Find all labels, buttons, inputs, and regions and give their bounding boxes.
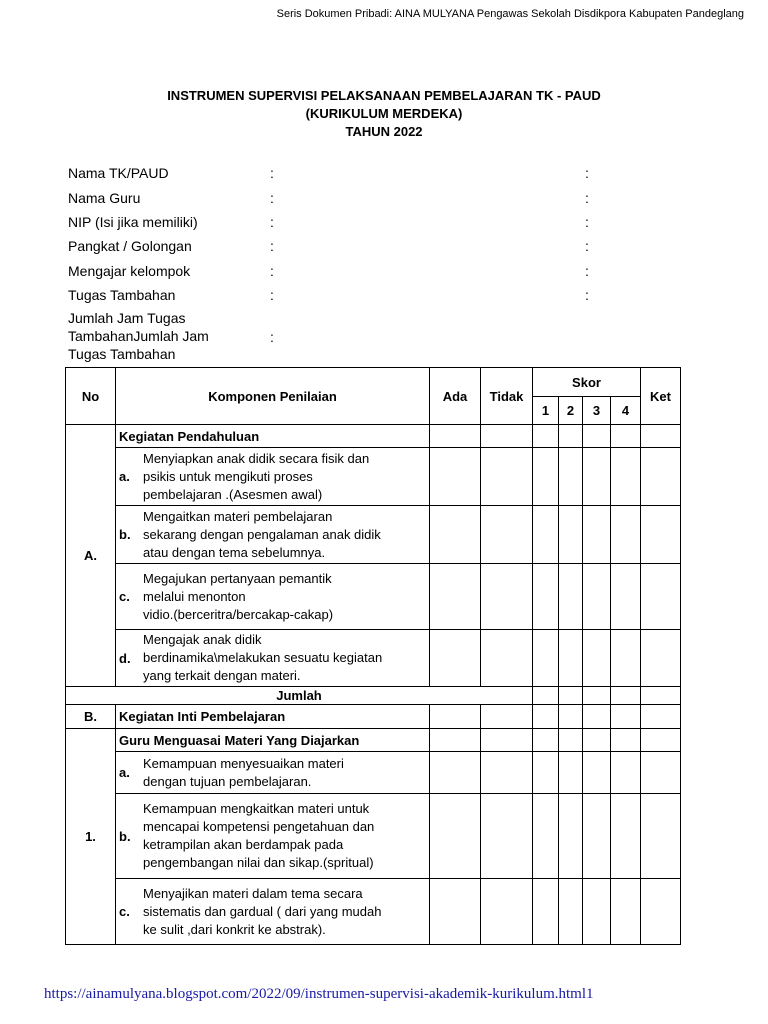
cell-skor[interactable]: [559, 752, 583, 794]
colon: :: [585, 190, 589, 206]
cell-skor[interactable]: [583, 564, 611, 630]
header-ada: Ada: [430, 368, 481, 425]
cell-skor[interactable]: [583, 425, 611, 448]
cell-skor[interactable]: [559, 564, 583, 630]
header-skor-3: 3: [583, 397, 611, 425]
cell-skor[interactable]: [611, 448, 641, 506]
cell-ket[interactable]: [641, 705, 681, 729]
colon: :: [270, 165, 274, 181]
item-line: Menyajikan materi dalam tema secara: [143, 885, 363, 901]
colon: :: [270, 329, 274, 345]
section-1-title: Guru Menguasai Materi Yang Diajarkan: [116, 729, 430, 752]
cell-tidak[interactable]: [481, 794, 533, 879]
item-letter: d.: [119, 650, 131, 666]
cell-ada[interactable]: [430, 425, 481, 448]
cell-skor[interactable]: [559, 705, 583, 729]
cell-skor[interactable]: [533, 794, 559, 879]
label-line: Tugas Tambahan: [68, 346, 176, 362]
item-line: vidio.(berceritra/bercakap-cakap): [143, 606, 334, 622]
header-note: Seris Dokumen Pribadi: AINA MULYANA Pengawas Sekolah Disdikpora Kabupaten Pandeglang: [276, 8, 744, 20]
colon: :: [270, 238, 274, 254]
cell-ket[interactable]: [641, 879, 681, 945]
cell-skor[interactable]: [559, 630, 583, 687]
cell-skor[interactable]: [611, 794, 641, 879]
cell-ada[interactable]: [430, 448, 481, 506]
cell-ada[interactable]: [430, 879, 481, 945]
item-line: Kemampuan menyesuaikan materi: [143, 755, 344, 771]
item-line: berdinamika\melakukan sesuatu kegiatan: [143, 650, 383, 665]
item-line: Megajukan pertanyaan pemantik: [143, 570, 332, 586]
cell-ada[interactable]: [430, 794, 481, 879]
label-pangkat: Pangkat / Golongan: [68, 238, 192, 254]
colon: :: [270, 287, 274, 303]
cell-ket[interactable]: [641, 794, 681, 879]
item-a-c: [116, 564, 430, 630]
item-line: dengan tujuan pembelajaran.: [143, 773, 312, 789]
label-line: TambahanJumlah Jam: [68, 328, 209, 344]
cell-skor[interactable]: [611, 687, 641, 705]
section-1-number: 1.: [66, 729, 116, 945]
footer-url-link[interactable]: https://ainamulyana.blogspot.com/2022/09/instrumen-supervisi-akademik-kurikulum.html1: [44, 986, 594, 1002]
cell-skor[interactable]: [611, 705, 641, 729]
cell-ada[interactable]: [430, 729, 481, 752]
item-letter: a.: [119, 765, 130, 780]
colon: :: [585, 238, 589, 254]
document-title: INSTRUMEN SUPERVISI PELAKSANAAN PEMBELAJARAN TK - PAUD: [167, 88, 601, 103]
cell-skor[interactable]: [611, 729, 641, 752]
header-skor: Skor: [533, 368, 641, 397]
cell-ada[interactable]: [430, 564, 481, 630]
cell-skor[interactable]: [533, 752, 559, 794]
item-line: ke sulit ,dari konkrit ke abstrak).: [143, 921, 326, 937]
cell-ada[interactable]: [430, 506, 481, 564]
item-line: Menyiapkan anak didik secara fisik dan: [143, 450, 370, 466]
cell-skor[interactable]: [559, 687, 583, 705]
cell-skor[interactable]: [583, 448, 611, 506]
item-letter: c.: [119, 589, 130, 604]
header-tidak: Tidak: [481, 368, 533, 425]
label-line: Jumlah Jam Tugas: [68, 310, 186, 326]
item-line: yang terkait dengan materi.: [143, 668, 301, 683]
section-b-number: B.: [66, 705, 116, 729]
cell-tidak[interactable]: [481, 630, 533, 687]
cell-skor[interactable]: [533, 564, 559, 630]
item-letter: b.: [119, 527, 131, 542]
colon: :: [270, 190, 274, 206]
cell-ada[interactable]: [430, 705, 481, 729]
item-letter: a.: [119, 469, 130, 484]
item-line: Mengaitkan materi pembelajaran: [143, 508, 333, 524]
item-letter: b.: [119, 828, 131, 844]
assessment-table: [65, 367, 681, 945]
document-subtitle: (KURIKULUM MERDEKA): [305, 106, 463, 121]
cell-skor[interactable]: [583, 879, 611, 945]
header-skor-4: 4: [611, 397, 641, 425]
colon: :: [585, 287, 589, 303]
item-line: mencapai kompetensi pengetahuan dan: [143, 819, 375, 834]
item-line: ketrampilan akan berdampak pada: [143, 837, 344, 852]
header-skor-1: 1: [533, 397, 559, 425]
item-line: psikis untuk mengikuti proses: [143, 468, 313, 484]
cell-tidak[interactable]: [481, 448, 533, 506]
section-b-title: Kegiatan Inti Pembelajaran: [116, 705, 430, 729]
cell-ket[interactable]: [641, 448, 681, 506]
cell-skor[interactable]: [533, 705, 559, 729]
cell-tidak[interactable]: [481, 506, 533, 564]
colon: :: [585, 165, 589, 181]
cell-skor[interactable]: [533, 879, 559, 945]
item-line: melalui menonton: [143, 588, 246, 604]
label-nama-tk: Nama TK/PAUD: [68, 165, 169, 181]
item-letter: c.: [119, 904, 130, 919]
cell-skor[interactable]: [559, 506, 583, 564]
cell-ket[interactable]: [641, 506, 681, 564]
cell-skor[interactable]: [559, 794, 583, 879]
item-line: sekarang dengan pengalaman anak didik: [143, 526, 381, 542]
cell-tidak[interactable]: [481, 879, 533, 945]
header-skor-2: 2: [559, 397, 583, 425]
cell-ada[interactable]: [430, 752, 481, 794]
cell-skor[interactable]: [533, 729, 559, 752]
cell-ket[interactable]: [641, 564, 681, 630]
cell-skor[interactable]: [559, 425, 583, 448]
jumlah-label: Jumlah: [66, 687, 533, 705]
cell-ket[interactable]: [641, 729, 681, 752]
item-line: pembelajaran .(Asesmen awal): [143, 486, 323, 502]
section-a-number: A.: [66, 425, 116, 687]
item-line: atau dengan tema sebelumnya.: [143, 544, 326, 560]
item-a-b: [116, 506, 430, 564]
cell-skor[interactable]: [559, 729, 583, 752]
cell-tidak[interactable]: [481, 564, 533, 630]
item-1-c: [116, 879, 430, 945]
cell-skor[interactable]: [559, 879, 583, 945]
item-1-a: [116, 752, 430, 794]
cell-skor[interactable]: [583, 506, 611, 564]
item-line: pengembangan nilai dan sikap.(spritual): [143, 855, 374, 870]
item-1-b: [116, 794, 430, 879]
cell-skor[interactable]: [611, 506, 641, 564]
label-nip: NIP (Isi jika memiliki): [68, 214, 198, 230]
item-a-a: [116, 448, 430, 506]
colon: :: [270, 214, 274, 230]
cell-skor[interactable]: [611, 879, 641, 945]
item-line: Mengajak anak didik: [143, 632, 262, 647]
cell-tidak[interactable]: [481, 729, 533, 752]
cell-skor[interactable]: [533, 687, 559, 705]
item-line: sistematis dan gardual ( dari yang mudah: [143, 903, 382, 919]
label-nama-guru: Nama Guru: [68, 190, 141, 206]
cell-ket[interactable]: [641, 630, 681, 687]
cell-skor[interactable]: [583, 794, 611, 879]
cell-skor[interactable]: [611, 630, 641, 687]
cell-skor[interactable]: [533, 506, 559, 564]
colon: :: [270, 263, 274, 279]
cell-ket[interactable]: [641, 752, 681, 794]
item-a-d: [116, 630, 430, 687]
label-jumlah-jam: [68, 309, 209, 363]
item-line: Kemampuan mengkaitkan materi untuk: [143, 801, 370, 816]
header-no: No: [66, 368, 116, 425]
cell-tidak[interactable]: [481, 425, 533, 448]
cell-skor[interactable]: [611, 752, 641, 794]
label-tugas-tambahan: Tugas Tambahan: [68, 287, 176, 303]
cell-skor[interactable]: [533, 448, 559, 506]
cell-skor[interactable]: [583, 705, 611, 729]
cell-skor[interactable]: [583, 630, 611, 687]
colon: :: [585, 263, 589, 279]
cell-skor[interactable]: [559, 448, 583, 506]
cell-tidak[interactable]: [481, 705, 533, 729]
header-ket: Ket: [641, 368, 681, 425]
cell-skor[interactable]: [611, 425, 641, 448]
label-kelompok: Mengajar kelompok: [68, 263, 191, 279]
colon: :: [585, 214, 589, 230]
cell-skor[interactable]: [611, 564, 641, 630]
cell-skor[interactable]: [533, 425, 559, 448]
header-komponen: Komponen Penilaian: [116, 368, 430, 425]
cell-skor[interactable]: [583, 752, 611, 794]
cell-skor[interactable]: [583, 729, 611, 752]
cell-tidak[interactable]: [481, 752, 533, 794]
cell-ada[interactable]: [430, 630, 481, 687]
section-a-title: Kegiatan Pendahuluan: [116, 425, 430, 448]
document-year: TAHUN 2022: [345, 124, 423, 139]
cell-ket[interactable]: [641, 425, 681, 448]
cell-skor[interactable]: [583, 687, 611, 705]
cell-skor[interactable]: [533, 630, 559, 687]
cell-ket[interactable]: [641, 687, 681, 705]
